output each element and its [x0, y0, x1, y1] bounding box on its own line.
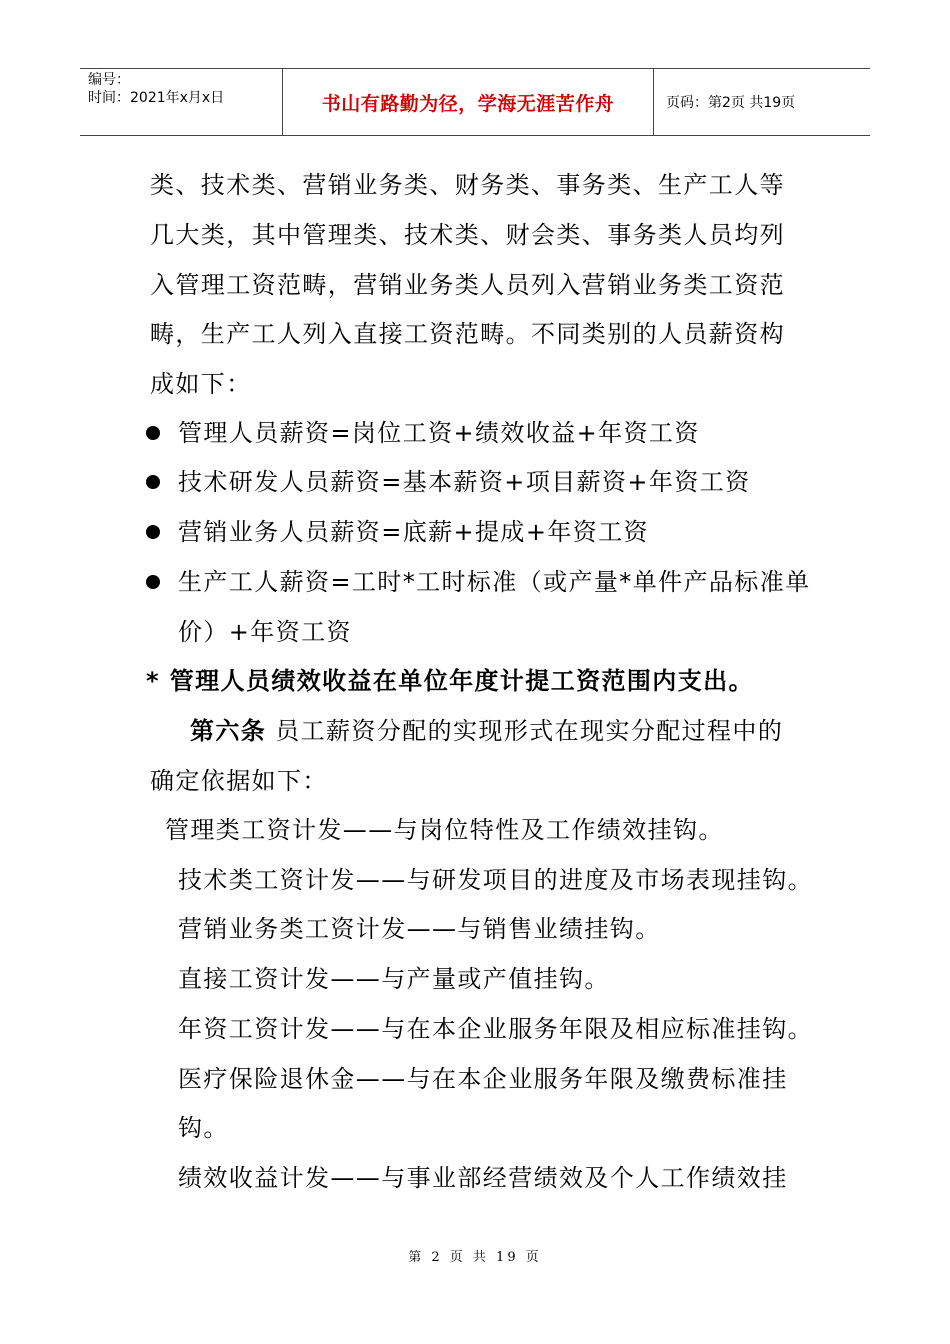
header-motto: 书山有路勤为径，学海无涯苦作舟 [282, 69, 654, 135]
rule-line: 绩效收益计发——与事业部经营绩效及个人工作绩效挂 [178, 1164, 788, 1192]
paragraph-line: 几大类，其中管理类、技术类、财会类、事务类人员均列 [150, 221, 785, 249]
rule-line: 医疗保险退休金——与在本企业服务年限及缴费标准挂 [178, 1065, 788, 1093]
bullet-item-continuation: 价）+年资工资 [178, 618, 352, 646]
article-text: 员工薪资分配的实现形式在现实分配过程中的 [266, 717, 784, 745]
bullet-item: 管理人员薪资=岗位工资+绩效收益+年资工资 [178, 419, 700, 447]
paragraph-line: 入管理工资范畴，营销业务类人员列入营销业务类工资范 [150, 271, 785, 299]
header-meta [80, 69, 282, 135]
note-line: * 管理人员绩效收益在单位年度计提工资范围内支出。 [146, 667, 754, 695]
rule-line: 年资工资计发——与在本企业服务年限及相应标准挂钩。 [178, 1015, 813, 1043]
header-page-info: 页码：第2页 共19页 [666, 95, 796, 111]
rule-line: 钩。 [178, 1114, 229, 1142]
time-label: 时间：2021年x月x日 [88, 90, 225, 106]
page-header [80, 68, 870, 136]
bullet-item: 营销业务人员薪资=底薪+提成+年资工资 [178, 518, 649, 546]
paragraph-line: 类、技术类、营销业务类、财务类、事务类、生产工人等 [150, 171, 785, 199]
article-heading: 第六条 [190, 717, 267, 745]
bullet-item: 技术研发人员薪资=基本薪资+项目薪资+年资工资 [178, 468, 751, 496]
article-line [190, 716, 783, 746]
rule-line: 直接工资计发——与产量或产值挂钩。 [178, 965, 610, 993]
rule-line: 营销业务类工资计发——与销售业绩挂钩。 [178, 915, 661, 943]
bullet-icon [146, 426, 160, 440]
bullet-icon [146, 525, 160, 539]
bullet-item: 生产工人薪资=工时*工时标准（或产量*单件产品标准单 [178, 568, 811, 596]
bullet-icon [146, 475, 160, 489]
bullet-icon [146, 575, 160, 589]
number-label: 编号： [88, 72, 130, 88]
rule-line: 管理类工资计发——与岗位特性及工作绩效挂钩。 [165, 816, 724, 844]
article-line: 确定依据如下： [150, 767, 328, 795]
paragraph-line: 成如下： [150, 370, 252, 398]
page-footer: 第 2 页 共 19 页 [408, 1250, 542, 1265]
paragraph-line: 畴，生产工人列入直接工资范畴。不同类别的人员薪资构 [150, 320, 785, 348]
rule-line: 技术类工资计发——与研发项目的进度及市场表现挂钩。 [178, 866, 813, 894]
